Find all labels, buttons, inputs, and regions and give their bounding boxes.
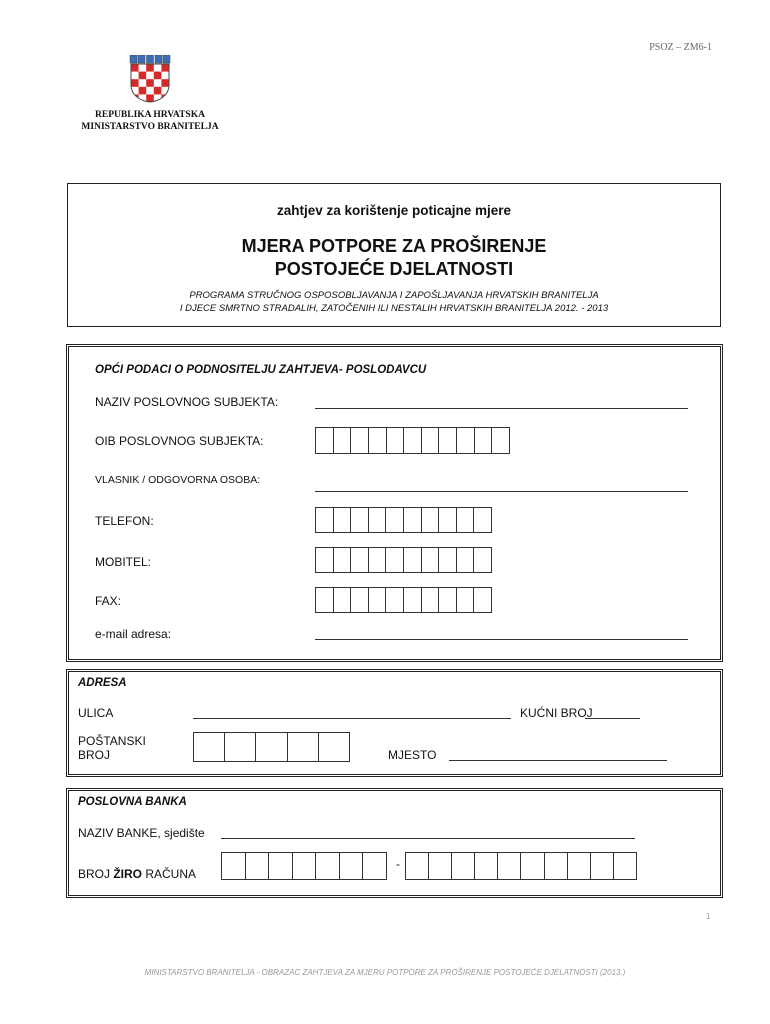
address-section [66, 669, 723, 777]
form-subtitle: zahtjev za korištenje poticajne mjere [276, 203, 512, 218]
business-name-label: NAZIV POSLOVNOG SUBJEKTA: [95, 395, 279, 409]
bank-heading: POSLOVNA BANKA [78, 796, 187, 808]
general-data-section [66, 344, 723, 662]
title-box [67, 183, 721, 327]
ministry-name: MINISTARSTVO BRANITELJA [81, 122, 219, 132]
republic-name: REPUBLIKA HRVATSKA [95, 110, 205, 120]
mobile-field[interactable] [315, 547, 492, 573]
program-line2: I DJECE SMRTNO STRADALIH, ZATOČENIH ILI NESTALIH HRVATSKIH BRANITELJA 2012. - 2013 [179, 303, 609, 314]
mobile-label: MOBITEL: [95, 555, 152, 569]
account-label: BROJ ŽIRO RAČUNA [78, 867, 197, 881]
form-code: PSOZ – ZM6-1 [649, 42, 712, 53]
page-number: 1 [706, 912, 711, 921]
place-field[interactable] [449, 760, 667, 761]
general-heading: OPĆI PODACI O PODNOSITELJU ZAHTJEVA- POSLODAVCU [95, 364, 427, 376]
address-heading: ADRESA [78, 677, 127, 689]
account-prefix-field[interactable] [221, 852, 387, 880]
account-number-field[interactable] [405, 852, 637, 880]
house-number-field[interactable] [585, 718, 640, 719]
form-title-line1: MJERA POTPORE ZA PROŠIRENJE [241, 236, 547, 256]
bank-name-field[interactable] [221, 838, 635, 839]
house-number-label: KUĆNI BROJ [520, 706, 593, 720]
oib-field[interactable] [315, 427, 510, 454]
account-dash: - [396, 857, 400, 871]
bank-name-label: NAZIV BANKE, sjedište [78, 826, 205, 840]
phone-field[interactable] [315, 507, 492, 533]
bank-section [66, 788, 723, 898]
program-line1: PROGRAMA STRUČNOG OSPOSOBLJAVANJA I ZAPOŠLJAVANJA HRVATSKIH BRANITELJA [189, 290, 599, 301]
place-label: MJESTO [388, 748, 437, 762]
postal-label-line2: BROJ [78, 748, 111, 762]
phone-label: TELEFON: [95, 514, 154, 528]
owner-label: VLASNIK / ODGOVORNA OSOBA: [95, 474, 261, 486]
email-label: e-mail adresa: [95, 627, 172, 641]
business-name-field[interactable] [315, 408, 688, 409]
fax-field[interactable] [315, 587, 492, 613]
street-field[interactable] [193, 718, 511, 719]
fax-label: FAX: [95, 594, 122, 608]
owner-field[interactable] [315, 491, 688, 492]
page-footer: MINISTARSTVO BRANITELJA - OBRAZAC ZAHTJEVA ZA MJERU POTPORE ZA PROŠIRENJE POSTOJEĆE DJELATNOSTI (2013.) [144, 968, 626, 977]
form-title-line2: POSTOJEĆE DJELATNOSTI [274, 259, 514, 279]
coat-of-arms-icon [127, 55, 173, 103]
oib-label: OIB POSLOVNOG SUBJEKTA: [95, 434, 264, 448]
street-label: ULICA [78, 706, 114, 720]
postal-label-line1: POŠTANSKI [78, 734, 146, 748]
email-field[interactable] [315, 639, 688, 640]
postal-code-field[interactable] [193, 732, 350, 762]
